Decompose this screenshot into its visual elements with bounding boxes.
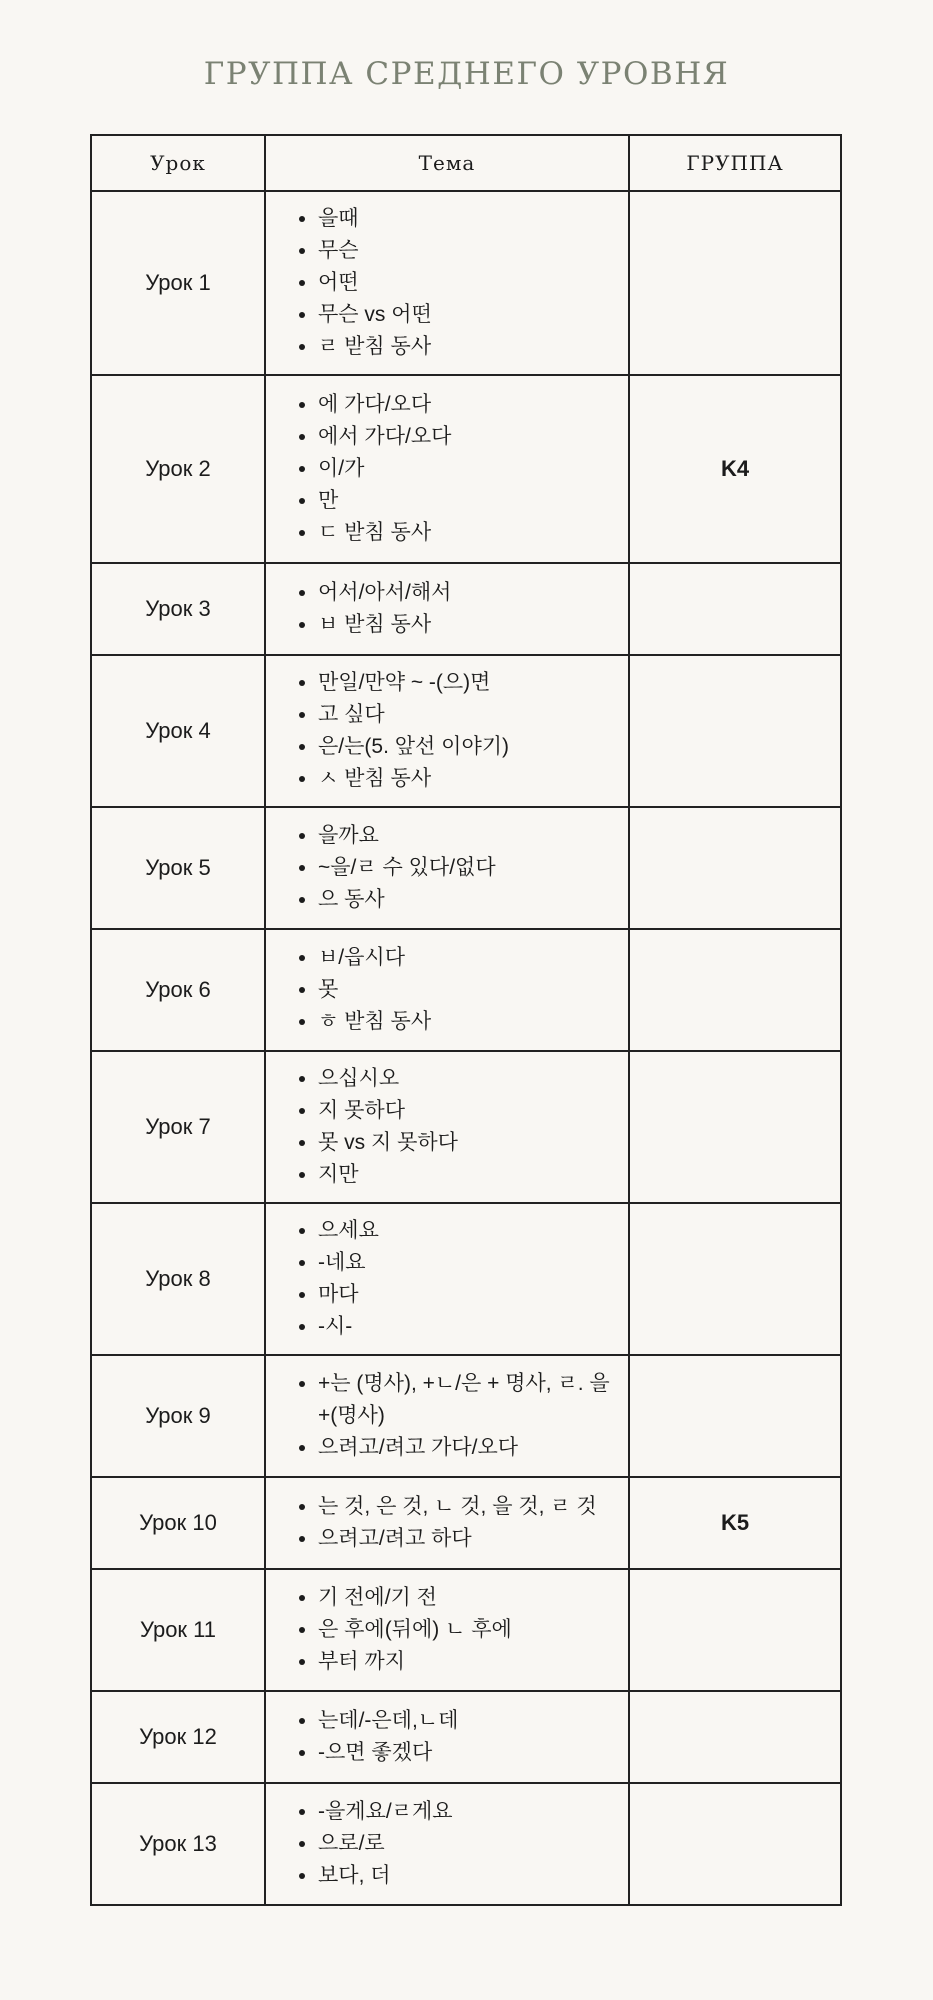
group-cell (629, 1691, 841, 1783)
topic-list (266, 820, 628, 916)
topic-item: • 무슨 (318, 235, 618, 267)
lesson-cell: Урок 7 (91, 1051, 265, 1203)
topic-item: • ㅅ 받침 동사 (318, 763, 618, 795)
topic-item: • 으 동사 (318, 884, 618, 916)
topic-cell (265, 807, 629, 929)
topic-list (266, 1705, 628, 1769)
topic-item: • ㅎ 받침 동사 (318, 1006, 618, 1038)
topic-item: • 지 못하다 (318, 1095, 618, 1127)
topic-item: • 지만 (318, 1159, 618, 1191)
topic-item: • ㄹ 받침 동사 (318, 331, 618, 363)
lesson-cell: Урок 9 (91, 1355, 265, 1477)
topic-item: • 으려고/려고 하다 (318, 1523, 618, 1555)
topic-item: • 무슨 vs 어떤 (318, 299, 618, 331)
topic-item: • ㅂ 받침 동사 (318, 609, 618, 641)
topic-list (266, 389, 628, 549)
lesson-cell: Урок 13 (91, 1783, 265, 1905)
table-row (91, 1569, 841, 1691)
header-lesson: Урок (91, 135, 265, 191)
topic-item: • 이/가 (318, 453, 618, 485)
group-cell: K5 (629, 1477, 841, 1569)
topic-item: • -을게요/ㄹ게요 (318, 1796, 618, 1828)
table-row (91, 807, 841, 929)
table-row (91, 1477, 841, 1569)
topic-item: • 만 (318, 485, 618, 517)
group-cell (629, 655, 841, 807)
topic-item: • +는 (명사), +ㄴ/은 + 명사, ㄹ. 을 +(명사) (318, 1368, 618, 1432)
topic-cell (265, 563, 629, 655)
table-row (91, 1691, 841, 1783)
topic-list (266, 1491, 628, 1555)
topic-item: • 못 (318, 974, 618, 1006)
group-cell (629, 191, 841, 375)
table-row (91, 929, 841, 1051)
topic-cell (265, 929, 629, 1051)
topic-cell (265, 1477, 629, 1569)
header-topic: Тема (265, 135, 629, 191)
topic-list (266, 667, 628, 795)
table-row (91, 191, 841, 375)
topic-cell (265, 1569, 629, 1691)
topic-list (266, 577, 628, 641)
topic-list (266, 1215, 628, 1343)
topic-cell (265, 191, 629, 375)
topic-item: • 기 전에/기 전 (318, 1582, 618, 1614)
topic-item: • 은 후에(뒤에) ㄴ 후에 (318, 1614, 618, 1646)
topic-item: • 으로/로 (318, 1828, 618, 1860)
topic-item: • 만일/만약 ~ -(으)면 (318, 667, 618, 699)
topic-cell (265, 375, 629, 563)
topic-item: • 을때 (318, 203, 618, 235)
topic-cell (265, 1783, 629, 1905)
topic-list (266, 942, 628, 1038)
lesson-cell: Урок 3 (91, 563, 265, 655)
topic-list (266, 1368, 628, 1464)
topic-item: • 보다, 더 (318, 1860, 618, 1892)
lesson-cell: Урок 12 (91, 1691, 265, 1783)
table-row (91, 1051, 841, 1203)
lessons-table (90, 134, 842, 1906)
lesson-cell: Урок 6 (91, 929, 265, 1051)
lesson-cell: Урок 10 (91, 1477, 265, 1569)
topic-cell (265, 1051, 629, 1203)
table-row (91, 1783, 841, 1905)
table-row (91, 563, 841, 655)
topic-cell (265, 655, 629, 807)
topic-item: • 에서 가다/오다 (318, 421, 618, 453)
group-cell (629, 1783, 841, 1905)
lesson-cell: Урок 8 (91, 1203, 265, 1355)
topic-list (266, 1582, 628, 1678)
group-cell (629, 1355, 841, 1477)
topic-item: • 은/는(5. 앞선 이야기) (318, 731, 618, 763)
topic-item: • 으십시오 (318, 1063, 618, 1095)
page-title: ГРУППА СРЕДНЕГО УРОВНЯ (203, 56, 730, 92)
lesson-cell: Урок 4 (91, 655, 265, 807)
topic-item: • 어떤 (318, 267, 618, 299)
topic-item: • ㄷ 받침 동사 (318, 517, 618, 549)
table-row (91, 1355, 841, 1477)
topic-list (266, 203, 628, 363)
table-body (91, 191, 841, 1905)
group-cell (629, 929, 841, 1051)
group-cell (629, 1569, 841, 1691)
topic-item: • 에 가다/오다 (318, 389, 618, 421)
topic-item: • 는 것, 은 것, ㄴ 것, 을 것, ㄹ 것 (318, 1491, 618, 1523)
table-row (91, 655, 841, 807)
topic-item: • 으려고/려고 가다/오다 (318, 1432, 618, 1464)
topic-item: • -네요 (318, 1247, 618, 1279)
lesson-cell: Урок 5 (91, 807, 265, 929)
group-cell (629, 1051, 841, 1203)
topic-item: • 는데/-은데,ㄴ데 (318, 1705, 618, 1737)
header-group: ГРУППА (629, 135, 841, 191)
lesson-cell: Урок 2 (91, 375, 265, 563)
table-row (91, 1203, 841, 1355)
topic-item: • 못 vs 지 못하다 (318, 1127, 618, 1159)
topic-item: • 마다 (318, 1279, 618, 1311)
lesson-cell: Урок 1 (91, 191, 265, 375)
topic-list (266, 1063, 628, 1191)
lesson-cell: Урок 11 (91, 1569, 265, 1691)
topic-list (266, 1796, 628, 1892)
topic-cell (265, 1203, 629, 1355)
topic-item: • 을까요 (318, 820, 618, 852)
topic-cell (265, 1691, 629, 1783)
topic-item: • 으세요 (318, 1215, 618, 1247)
topic-item: • ~을/ㄹ 수 있다/없다 (318, 852, 618, 884)
topic-item: • 부터 까지 (318, 1646, 618, 1678)
table-header-row (91, 135, 841, 191)
group-cell: K4 (629, 375, 841, 563)
topic-item: • 고 싶다 (318, 699, 618, 731)
group-cell (629, 1203, 841, 1355)
group-cell (629, 563, 841, 655)
topic-item: • 어서/아서/해서 (318, 577, 618, 609)
group-cell (629, 807, 841, 929)
topic-item: • -시- (318, 1311, 618, 1343)
topic-cell (265, 1355, 629, 1477)
table-row (91, 375, 841, 563)
topic-item: • ㅂ/읍시다 (318, 942, 618, 974)
topic-item: • -으면 좋겠다 (318, 1737, 618, 1769)
